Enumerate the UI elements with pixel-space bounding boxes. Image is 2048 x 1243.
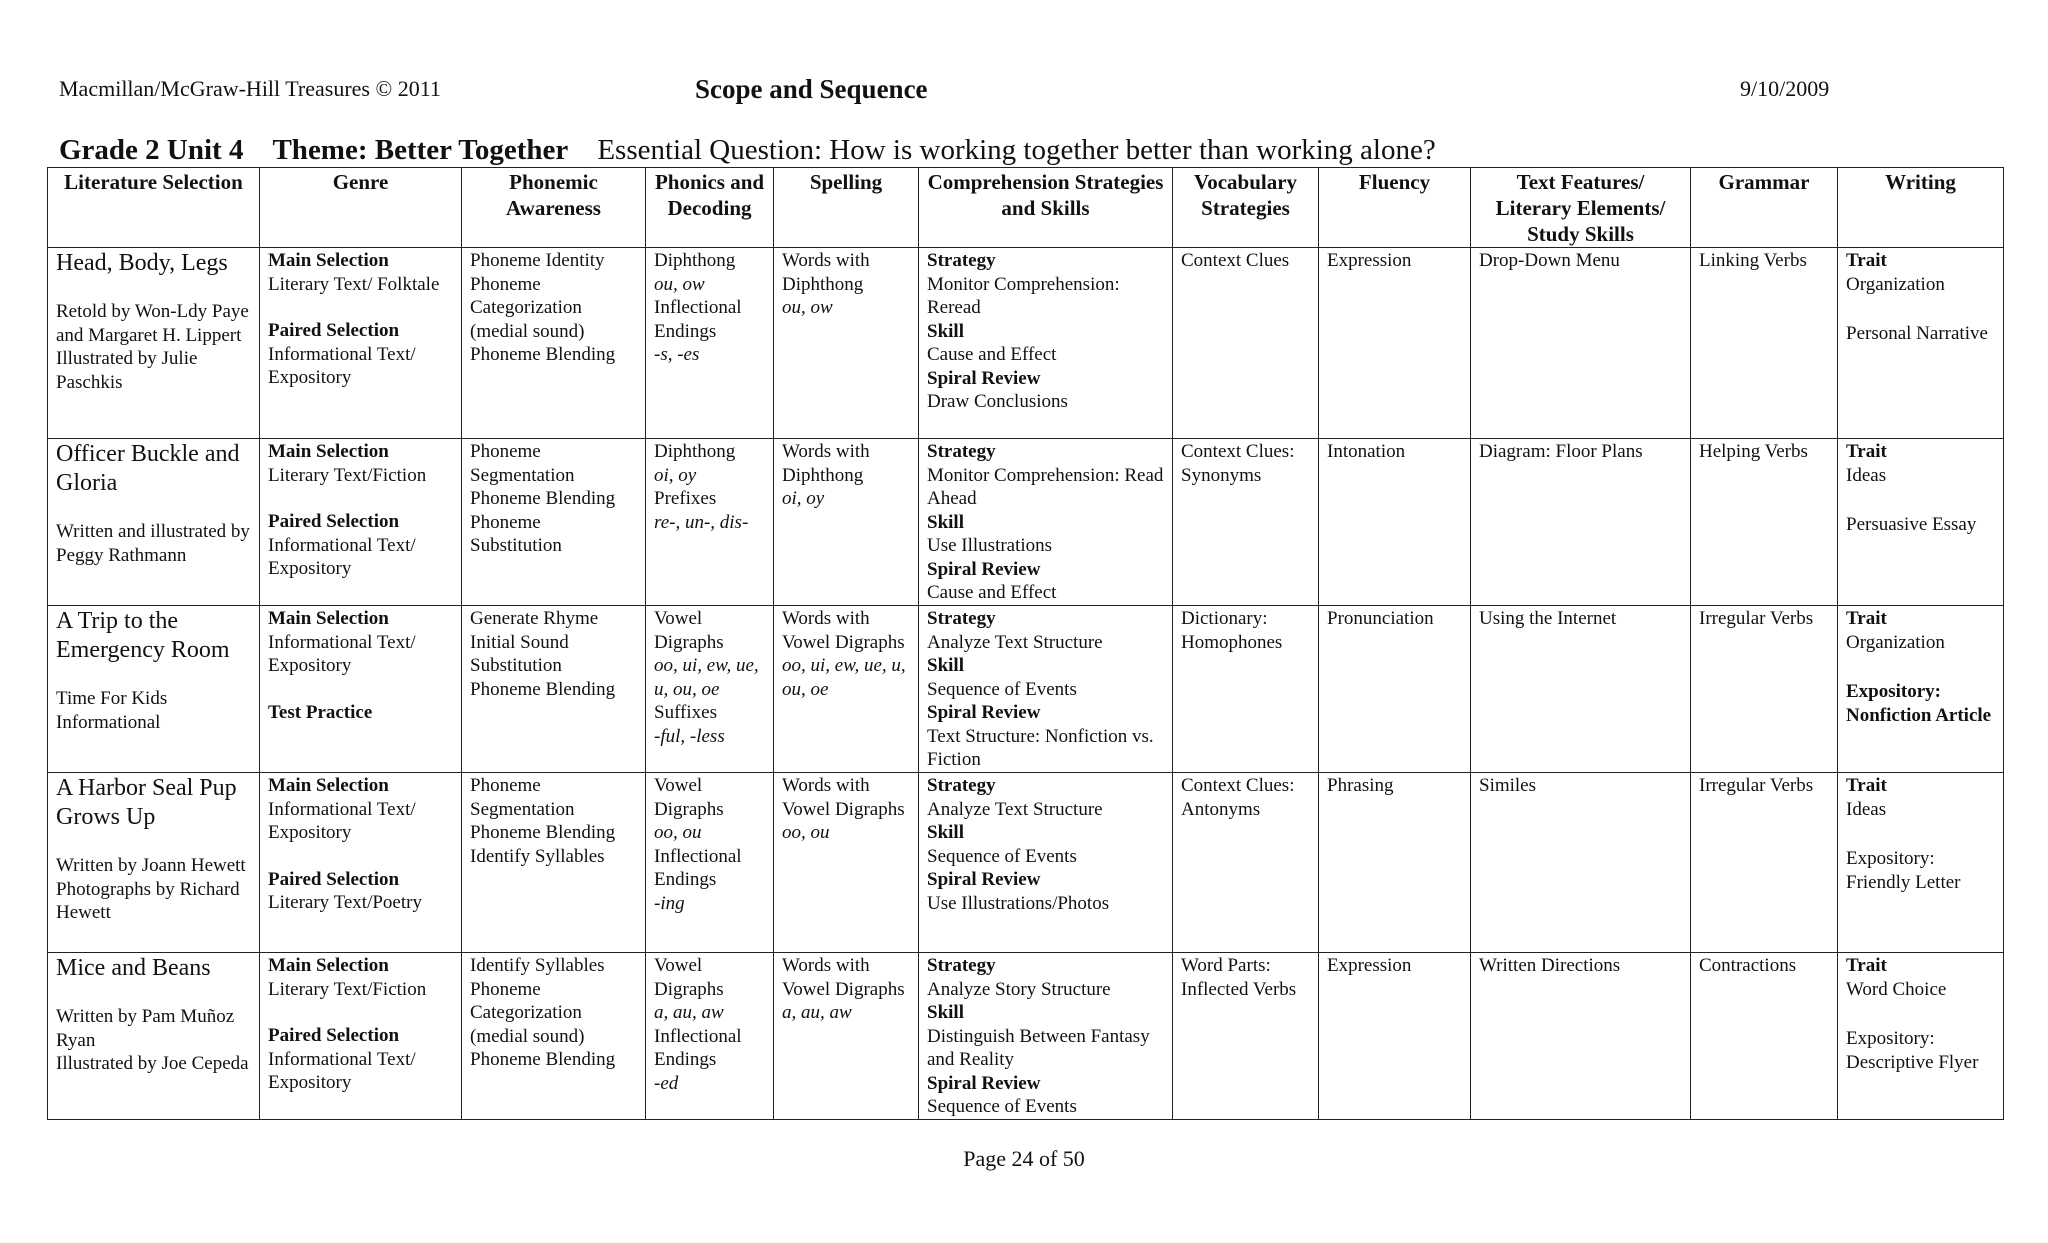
selection-title: A Trip to the Emergency Room xyxy=(56,608,230,663)
page-number: Page 24 of 50 xyxy=(963,1146,1085,1171)
phonemic-item: Phoneme Categorization (medial sound) xyxy=(470,978,585,1047)
vocabulary-cell: Word Parts: Inflected Verbs xyxy=(1173,953,1319,1120)
phonics-cell xyxy=(646,606,774,773)
phonemic-item: Identify Syllables xyxy=(470,955,605,976)
trait-text: Organization xyxy=(1846,273,1945,295)
text-features-cell: Diagram: Floor Plans xyxy=(1471,439,1691,606)
phonemic-cell xyxy=(462,439,646,606)
comprehension-cell xyxy=(919,439,1173,606)
selection-title: Mice and Beans xyxy=(56,955,211,981)
phonics-a-pattern: oi, oy xyxy=(654,464,697,486)
selection-credit: Illustrated by Joe Cepeda xyxy=(56,1053,249,1074)
phonemic-item: Phoneme Identity xyxy=(470,250,605,271)
selection-credit: Photographs by Richard Hewett xyxy=(56,878,240,923)
phonics-a: Vowel Digraphs xyxy=(654,775,724,820)
skill-text: Sequence of Events xyxy=(927,845,1077,867)
text-features-cell: Similes xyxy=(1471,773,1691,953)
comprehension-cell xyxy=(919,953,1173,1120)
phonics-b: Inflectional Endings xyxy=(654,845,742,890)
spelling-cell xyxy=(774,773,919,953)
selection-title: Officer Buckle and Gloria xyxy=(56,441,240,496)
strategy-text: Analyze Story Structure xyxy=(927,978,1111,1000)
skill-label: Skill xyxy=(927,1002,964,1023)
phonics-b: Inflectional Endings xyxy=(654,297,742,342)
selection-title: A Harbor Seal Pup Grows Up xyxy=(56,775,237,830)
column-header: Phonemic Awareness xyxy=(462,168,646,248)
genre-main-label: Main Selection xyxy=(268,608,389,629)
phonics-b-pattern: -ful, -less xyxy=(654,725,725,747)
phonemic-item: Phoneme Blending xyxy=(470,678,616,700)
phonics-cell xyxy=(646,439,774,606)
genre-main-label: Main Selection xyxy=(268,775,389,796)
column-header: Grammar xyxy=(1691,168,1838,248)
skill-text: Use Illustrations xyxy=(927,535,1053,556)
spelling-pattern: oo, ou xyxy=(782,822,830,843)
spiral-review-label: Spiral Review xyxy=(927,869,1041,890)
strategy-text: Analyze Text Structure xyxy=(927,631,1103,653)
literature-cell xyxy=(48,439,260,606)
phonics-a-pattern: ou, ow xyxy=(654,273,705,295)
table-row xyxy=(48,439,2004,606)
trait-label: Trait xyxy=(1846,775,1887,796)
phonemic-item: Phoneme Segmentation xyxy=(470,441,575,486)
phonics-a: Vowel Digraphs xyxy=(654,955,724,1000)
genre-paired: Informational Text/ Expository xyxy=(268,343,416,388)
literature-cell xyxy=(48,606,260,773)
genre-paired: Literary Text/Poetry xyxy=(268,892,422,913)
selection-credit: Written and illustrated by Peggy Rathmann xyxy=(56,521,250,566)
genre-main-label: Main Selection xyxy=(268,441,389,462)
strategy-label: Strategy xyxy=(927,441,996,462)
column-header: Spelling xyxy=(774,168,919,248)
strategy-label: Strategy xyxy=(927,955,996,976)
document-title: Scope and Sequence xyxy=(695,74,928,104)
literature-cell xyxy=(48,953,260,1120)
writing-cell xyxy=(1838,248,2004,439)
genre-paired: Informational Text/ Expository xyxy=(268,1048,416,1093)
spelling-text: Words with Vowel Digraphs xyxy=(782,608,905,653)
comprehension-cell xyxy=(919,773,1173,953)
column-header: Writing xyxy=(1838,168,2004,248)
column-header: Text Features/ Literary Elements/ Study Skills xyxy=(1471,168,1691,248)
phonics-a-pattern: a, au, aw xyxy=(654,1002,724,1023)
phonemic-item: Initial Sound Substitution xyxy=(470,631,569,676)
column-header: Vocabulary Strategies xyxy=(1173,168,1319,248)
phonics-a-pattern: oo, ou xyxy=(654,822,702,843)
spiral-review-label: Spiral Review xyxy=(927,1072,1041,1094)
trait-label: Trait xyxy=(1846,250,1887,271)
phonemic-item: Phoneme Blending xyxy=(470,344,616,365)
phonics-b: Inflectional Endings xyxy=(654,1025,742,1070)
column-header: Fluency xyxy=(1319,168,1471,248)
phonemic-item: Phoneme Segmentation xyxy=(470,775,575,820)
theme-label: Theme: Better Together xyxy=(272,134,569,166)
selection-credit: Written by Joann Hewett xyxy=(56,855,246,876)
skill-label: Skill xyxy=(927,822,964,843)
literature-cell xyxy=(48,248,260,439)
strategy-label: Strategy xyxy=(927,608,996,629)
spelling-pattern: oi, oy xyxy=(782,488,825,509)
phonics-cell xyxy=(646,773,774,953)
genre-main: Literary Text/Fiction xyxy=(268,464,427,486)
column-header: Phonics and Decoding xyxy=(646,168,774,248)
phonemic-item: Phoneme Blending xyxy=(470,822,616,843)
trait-text: Ideas xyxy=(1846,798,1887,820)
text-features-cell: Using the Internet xyxy=(1471,606,1691,773)
spelling-cell xyxy=(774,248,919,439)
table-row xyxy=(48,606,2004,773)
skill-text: Distinguish Between Fantasy and Reality xyxy=(927,1025,1150,1070)
vocabulary-cell: Context Clues: Synonyms xyxy=(1173,439,1319,606)
selection-credit: Illustrated by Julie Paschkis xyxy=(56,348,198,393)
grammar-cell: Irregular Verbs xyxy=(1691,606,1838,773)
genre-main-label: Main Selection xyxy=(268,250,389,271)
table-row xyxy=(48,248,2004,439)
writing-form: Expository: Nonfiction Article xyxy=(1846,681,1992,726)
column-header: Comprehension Strategies and Skills xyxy=(919,168,1173,248)
strategy-text: Analyze Text Structure xyxy=(927,798,1103,820)
comprehension-cell xyxy=(919,606,1173,773)
trait-text: Word Choice xyxy=(1846,978,1947,1000)
phonemic-item: Phoneme Categorization (medial sound) xyxy=(470,273,585,342)
column-header: Genre xyxy=(260,168,462,248)
genre-cell xyxy=(260,773,462,953)
spiral-review-text: Cause and Effect xyxy=(927,582,1057,603)
phonics-a: Diphthong xyxy=(654,250,736,271)
skill-text: Sequence of Events xyxy=(927,678,1077,700)
phonics-b-pattern: -s, -es xyxy=(654,344,700,365)
text-features-cell: Written Directions xyxy=(1471,953,1691,1120)
writing-form: Expository: Descriptive Flyer xyxy=(1846,1028,1979,1073)
phonemic-cell xyxy=(462,248,646,439)
trait-label: Trait xyxy=(1846,608,1887,629)
phonemic-item: Identify Syllables xyxy=(470,845,605,867)
skill-label: Skill xyxy=(927,511,964,533)
genre-paired-label: Test Practice xyxy=(268,701,373,723)
vocabulary-cell: Context Clues xyxy=(1173,248,1319,439)
phonics-b-pattern: -ing xyxy=(654,892,685,914)
genre-cell xyxy=(260,248,462,439)
genre-cell xyxy=(260,953,462,1120)
fluency-cell: Phrasing xyxy=(1319,773,1471,953)
table-row xyxy=(48,953,2004,1120)
skill-label: Skill xyxy=(927,320,964,342)
spiral-review-label: Spiral Review xyxy=(927,702,1041,723)
spiral-review-text: Sequence of Events xyxy=(927,1096,1077,1117)
grammar-cell: Helping Verbs xyxy=(1691,439,1838,606)
phonemic-item: Phoneme Blending xyxy=(470,1049,616,1070)
essential-question: Essential Question: How is working together better than working alone? xyxy=(597,134,1436,166)
writing-cell xyxy=(1838,773,2004,953)
column-header: Literature Selection xyxy=(48,168,260,248)
unit-heading xyxy=(59,134,1436,167)
phonemic-item: Phoneme Substitution xyxy=(470,511,562,556)
writing-cell xyxy=(1838,953,2004,1120)
skill-label: Skill xyxy=(927,655,964,676)
trait-text: Organization xyxy=(1846,631,1945,653)
header-row xyxy=(48,168,2004,248)
writing-cell xyxy=(1838,606,2004,773)
strategy-text: Monitor Comprehension: Read Ahead xyxy=(927,464,1164,509)
selection-credit: Time For Kids Informational xyxy=(56,688,168,733)
spelling-text: Words with Diphthong xyxy=(782,250,870,295)
strategy-text: Monitor Comprehension: Reread xyxy=(927,273,1120,318)
phonemic-item: Phoneme Blending xyxy=(470,488,616,509)
genre-main: Literary Text/ Folktale xyxy=(268,273,440,295)
selection-credit: Written by Pam Muñoz Ryan xyxy=(56,1006,235,1051)
genre-main: Informational Text/ Expository xyxy=(268,631,416,676)
spiral-review-label: Spiral Review xyxy=(927,558,1041,580)
spelling-cell xyxy=(774,606,919,773)
writing-form: Personal Narrative xyxy=(1846,323,1988,344)
writing-form: Persuasive Essay xyxy=(1846,514,1977,535)
genre-main: Informational Text/ Expository xyxy=(268,798,416,843)
genre-paired-label: Paired Selection xyxy=(268,320,400,341)
table-row xyxy=(48,773,2004,953)
spelling-text: Words with Vowel Digraphs xyxy=(782,955,905,1000)
phonics-b-pattern: re-, un-, dis- xyxy=(654,511,749,533)
phonics-cell xyxy=(646,953,774,1120)
selection-title: Head, Body, Legs xyxy=(56,250,228,276)
spiral-review-text: Draw Conclusions xyxy=(927,391,1068,412)
spelling-text: Words with Diphthong xyxy=(782,441,870,486)
strategy-label: Strategy xyxy=(927,775,996,796)
spelling-text: Words with Vowel Digraphs xyxy=(782,775,905,820)
genre-paired-label: Paired Selection xyxy=(268,1025,400,1046)
scope-sequence-table xyxy=(47,167,2004,1120)
grammar-cell: Irregular Verbs xyxy=(1691,773,1838,953)
genre-paired: Informational Text/ Expository xyxy=(268,534,416,579)
phonemic-cell xyxy=(462,606,646,773)
strategy-label: Strategy xyxy=(927,250,996,271)
writing-form: Expository: Friendly Letter xyxy=(1846,848,1961,893)
grammar-cell: Linking Verbs xyxy=(1691,248,1838,439)
phonics-cell xyxy=(646,248,774,439)
trait-text: Ideas xyxy=(1846,464,1887,486)
spiral-review-label: Spiral Review xyxy=(927,367,1041,389)
spelling-pattern: ou, ow xyxy=(782,297,833,318)
phonics-a: Diphthong xyxy=(654,441,736,462)
spiral-review-text: Text Structure: Nonfiction vs. Fiction xyxy=(927,725,1154,770)
phonemic-cell xyxy=(462,773,646,953)
vocabulary-cell: Dictionary: Homophones xyxy=(1173,606,1319,773)
spelling-pattern: oo, ui, ew, ue, u, ou, oe xyxy=(782,655,906,700)
fluency-cell: Expression xyxy=(1319,953,1471,1120)
genre-main-label: Main Selection xyxy=(268,955,389,976)
fluency-cell: Pronunciation xyxy=(1319,606,1471,773)
trait-label: Trait xyxy=(1846,441,1887,462)
phonics-a-pattern: oo, ui, ew, ue, u, ou, oe xyxy=(654,655,759,700)
writing-cell xyxy=(1838,439,2004,606)
document-date: 9/10/2009 xyxy=(1740,76,1830,101)
fluency-cell: Expression xyxy=(1319,248,1471,439)
publisher-label: Macmillan/McGraw-Hill Treasures © 2011 xyxy=(59,76,441,101)
vocabulary-cell: Context Clues: Antonyms xyxy=(1173,773,1319,953)
genre-paired-label: Paired Selection xyxy=(268,868,400,890)
grammar-cell: Contractions xyxy=(1691,953,1838,1120)
spiral-review-text: Use Illustrations/Photos xyxy=(927,892,1110,914)
fluency-cell: Intonation xyxy=(1319,439,1471,606)
skill-text: Cause and Effect xyxy=(927,344,1057,365)
text-features-cell: Drop-Down Menu xyxy=(1471,248,1691,439)
grade-unit-label: Grade 2 Unit 4 xyxy=(59,134,244,166)
genre-cell xyxy=(260,439,462,606)
genre-paired-label: Paired Selection xyxy=(268,511,400,532)
phonics-b-pattern: -ed xyxy=(654,1072,679,1094)
selection-credit: Retold by Won-Ldy Paye and Margaret H. Lippert xyxy=(56,301,249,346)
spelling-cell xyxy=(774,439,919,606)
phonics-b: Prefixes xyxy=(654,488,717,509)
genre-main: Literary Text/Fiction xyxy=(268,978,427,1000)
trait-label: Trait xyxy=(1846,955,1887,976)
phonics-b: Suffixes xyxy=(654,702,717,723)
spelling-cell xyxy=(774,953,919,1120)
phonemic-item: Generate Rhyme xyxy=(470,608,599,629)
phonemic-cell xyxy=(462,953,646,1120)
comprehension-cell xyxy=(919,248,1173,439)
spelling-pattern: a, au, aw xyxy=(782,1002,852,1023)
genre-cell xyxy=(260,606,462,773)
phonics-a: Vowel Digraphs xyxy=(654,608,724,653)
literature-cell xyxy=(48,773,260,953)
